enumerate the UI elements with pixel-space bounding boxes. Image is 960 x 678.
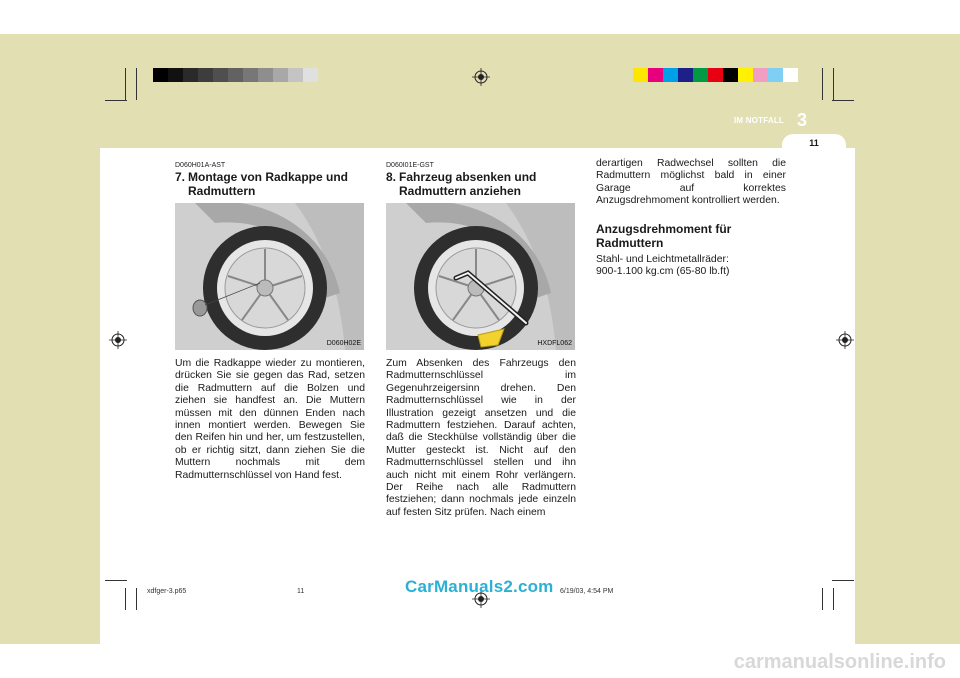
color-swatch	[693, 68, 708, 82]
color-swatch	[663, 68, 678, 82]
heading-line: Fahrzeug absenken und	[399, 170, 537, 184]
step-heading	[175, 170, 365, 198]
color-swatch	[243, 68, 258, 82]
watermark-bottom: carmanualsonline.info	[733, 651, 946, 673]
color-swatch	[288, 68, 303, 82]
figure-code: HXDFL062	[537, 340, 572, 347]
registration-mark-icon	[472, 68, 490, 86]
torque-value: 900-1.100 kg.cm (65-80 lb.ft)	[596, 266, 730, 278]
color-calibration-bar	[633, 68, 798, 82]
heading-line: Montage von Radkappe und	[188, 170, 349, 184]
color-swatch	[708, 68, 723, 82]
color-swatch	[273, 68, 288, 82]
page-number: 11	[809, 138, 819, 148]
color-swatch	[258, 68, 273, 82]
section-label: IM NOTFALL	[734, 116, 784, 125]
step-number: 8.	[386, 170, 397, 184]
crop-mark	[833, 588, 834, 610]
color-swatch	[678, 68, 693, 82]
color-swatch	[183, 68, 198, 82]
color-swatch	[738, 68, 753, 82]
footer-page: 11	[297, 588, 305, 595]
instruction-text: derartigen Radwechsel sollten die Radmuttern möglichst bald in einer Garage auf korrektes Anzugsdrehmoment kontrolliert werden.	[596, 158, 786, 207]
heading-line: Radmuttern anziehen	[399, 184, 522, 198]
crop-mark	[125, 68, 126, 100]
color-swatch	[633, 68, 648, 82]
color-swatch	[723, 68, 738, 82]
color-swatch	[198, 68, 213, 82]
crop-mark	[822, 588, 823, 610]
color-swatch	[228, 68, 243, 82]
color-swatch	[753, 68, 768, 82]
instruction-text: Zum Absenken des Fahrzeugs den Radmutternschlüssel im Gegenuhrzeigersinn drehen. Den Radmutternschlüssel wie in der Illustration gezeigt ansetzen und die Radmuttern festziehen. Darauf achten, daß die Steckhülse vollständig über die Mutter gesteckt ist. Nicht auf den Radmutternschlüssel stellen und ihn auch nicht mit einem Rohr verlängern. Der Reihe nach alle Radmuttern festziehen; dann nochmals jede einzeln auf festen Sitz prüfen. Nach einem	[386, 358, 576, 518]
crop-mark	[832, 100, 854, 101]
crop-mark	[105, 100, 127, 101]
section-number: 3	[797, 110, 808, 130]
watermark-link[interactable]: CarManuals2.com	[405, 577, 554, 596]
color-swatch	[648, 68, 663, 82]
column-3	[596, 158, 786, 278]
section-code: D060H01A-AST	[175, 162, 226, 169]
color-swatch	[213, 68, 228, 82]
step-number: 7.	[175, 170, 186, 184]
column-1	[175, 162, 365, 482]
registration-mark-icon	[109, 331, 127, 349]
grayscale-calibration-bar	[153, 68, 318, 82]
crop-mark	[105, 580, 127, 581]
color-swatch	[768, 68, 783, 82]
crop-mark	[832, 580, 854, 581]
column-2	[386, 162, 576, 519]
color-swatch	[168, 68, 183, 82]
crop-mark	[125, 588, 126, 610]
crop-mark	[136, 588, 137, 610]
footer-date: 6/19/03, 4:54 PM	[560, 588, 614, 595]
lug-wrench-icon	[386, 203, 575, 350]
color-swatch	[153, 68, 168, 82]
crop-mark	[136, 68, 137, 100]
wheel-hubcap-icon	[175, 203, 364, 350]
registration-mark-icon	[836, 331, 854, 349]
instruction-text: Um die Radkappe wieder zu montieren, drücken Sie sie gegen das Rad, setzen die Radmuttern auf die Bolzen und ziehen sie handfest an. Die Muttern müssen mit den dünnen Enden nach innen montiert werden. Bewegen Sie den Reifen hin und her, um festzustellen, ob er richtig sitzt, dann ziehen Sie die Muttern nochmals mit dem Radmutternschlüssel von Hand fest.	[175, 358, 365, 481]
lug-wrench-illustration	[386, 203, 575, 350]
heading-line: Radmuttern	[188, 184, 256, 198]
crop-mark	[822, 68, 823, 100]
section-code: D060I01E-GST	[386, 162, 434, 169]
crop-mark	[833, 68, 834, 100]
step-heading	[386, 170, 576, 198]
color-swatch	[303, 68, 318, 82]
torque-wheel-type: Stahl- und Leichtmetallräder:	[596, 253, 729, 265]
footer-filename: xdfger-3.p65	[147, 588, 187, 595]
wheel-illustration	[175, 203, 364, 350]
color-swatch	[783, 68, 798, 82]
torque-heading: Anzugsdrehmoment für Radmuttern	[596, 221, 732, 250]
figure-code: D060H02E	[326, 340, 361, 347]
